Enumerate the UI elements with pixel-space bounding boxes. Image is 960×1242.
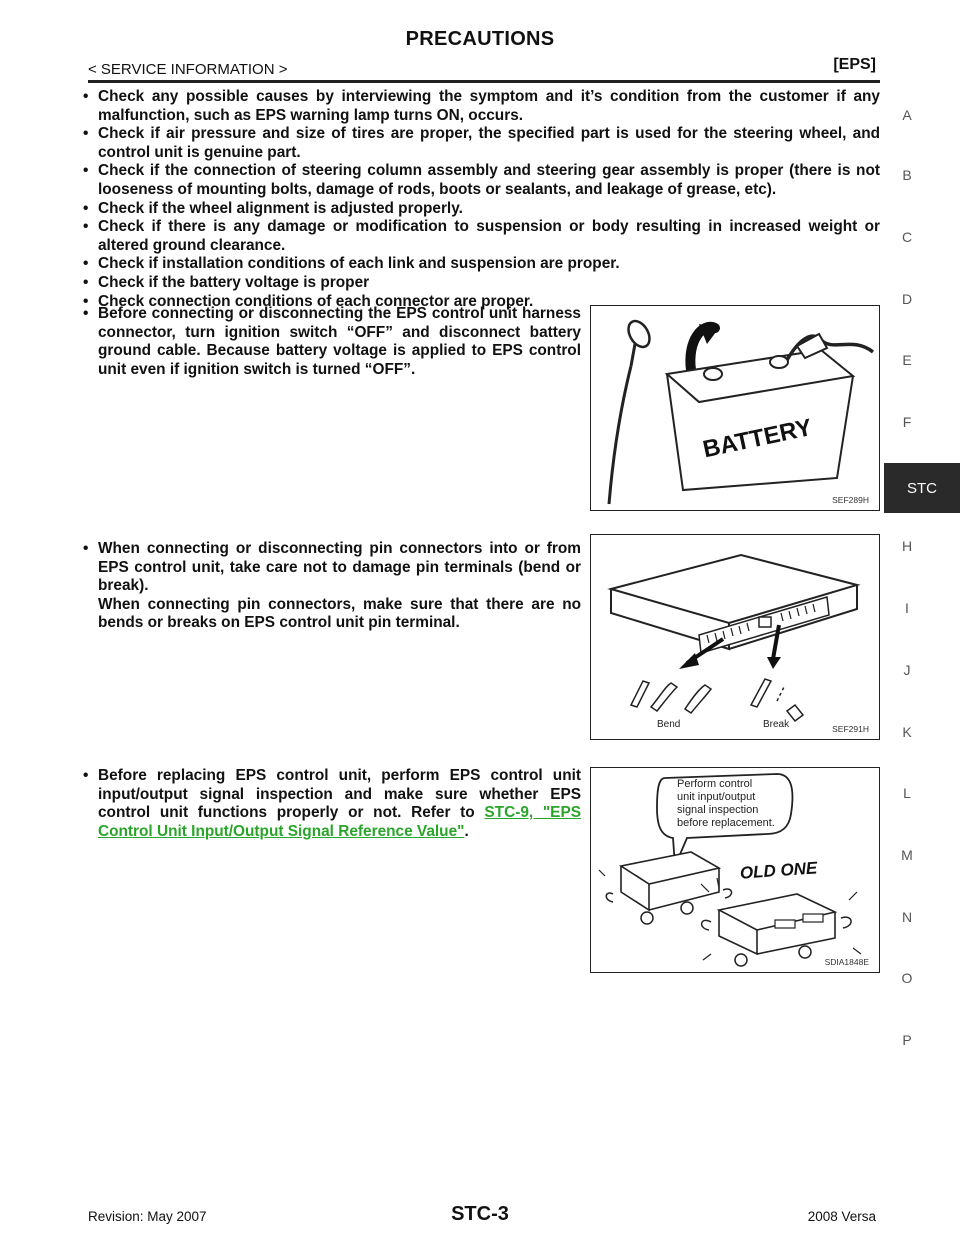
- battery-illustration: [591, 306, 879, 510]
- page-number: STC-3: [451, 1203, 509, 1225]
- speech-bubble-text: Perform control unit input/output signal inspection before replacement.: [677, 778, 775, 829]
- footer-revision: Revision: May 2007: [88, 1209, 207, 1224]
- pins-bullet: [79, 540, 581, 633]
- pins-illustration: [591, 535, 879, 739]
- figure-code: SDIA1848E: [824, 957, 869, 967]
- index-letter-k[interactable]: K: [902, 724, 912, 740]
- old-one-label: OLD ONE: [739, 858, 818, 883]
- index-letter-f[interactable]: F: [902, 414, 912, 430]
- footer-model: 2008 Versa: [807, 1209, 876, 1224]
- bullet-item: [79, 767, 581, 841]
- index-letter-e[interactable]: E: [902, 352, 912, 368]
- index-letter-j[interactable]: J: [903, 662, 911, 678]
- pins-text-1: When connecting or disconnecting pin connectors into or from EPS control unit, take care not to damage pin terminals (bend or break).: [98, 540, 581, 595]
- index-letter-i[interactable]: I: [905, 600, 909, 616]
- figure-battery: [590, 305, 880, 511]
- bullet-item: • Before connecting or disconnecting the EPS control unit harness connector, turn ignition switch “OFF” and disconnect battery ground cable. Because battery voltage is applied to EPS control unit even if ignition switch is turned “OFF”.: [79, 305, 581, 379]
- pins-text-2: When connecting pin connectors, make sure that there are no bends or breaks on EPS control unit pin terminal.: [98, 595, 581, 632]
- index-letter-b[interactable]: B: [902, 167, 912, 183]
- index-letter-n[interactable]: N: [901, 909, 913, 925]
- replace-bullet: [79, 767, 581, 841]
- bullet-item: • Check connection conditions of each connector are proper.: [79, 293, 880, 312]
- bullet-item: • Check if the battery voltage is proper: [79, 274, 880, 293]
- figure-code: SEF291H: [832, 724, 869, 734]
- battery-label: BATTERY: [700, 413, 815, 464]
- bullet-item: • Check if the connection of steering column assembly and steering gear assembly is proper (there is not looseness of mounting bolts, damage of rods, boots or sealants, and leakage of grease, etc).: [79, 162, 880, 199]
- index-letter-o[interactable]: O: [901, 970, 913, 986]
- header-rule: [88, 80, 880, 83]
- side-index: [884, 80, 937, 1110]
- precaution-list: [79, 88, 880, 311]
- index-letter-a[interactable]: A: [902, 107, 912, 123]
- section-tag: [EPS]: [833, 56, 876, 73]
- bullet-item: • Check if the wheel alignment is adjusted properly.: [79, 200, 880, 219]
- breadcrumb: < SERVICE INFORMATION >: [88, 61, 288, 78]
- battery-bullet: [79, 305, 581, 379]
- reference-link[interactable]: STC-9, "EPS Control Unit Input/Output Signal Reference Value": [98, 804, 581, 840]
- replace-text-end: .: [464, 822, 469, 840]
- replace-text: Before replacing EPS control unit, perform EPS control unit input/output signal inspection and make sure whether EPS control unit functions properly or not. Refer to: [98, 767, 581, 822]
- index-letter-p[interactable]: P: [902, 1032, 912, 1048]
- figure-pins: [590, 534, 880, 740]
- index-letter-l[interactable]: L: [903, 785, 911, 801]
- bullet-item: • Check if installation conditions of each link and suspension are proper.: [79, 255, 880, 274]
- index-letter-c[interactable]: C: [901, 229, 913, 245]
- figure-replace: [590, 767, 880, 973]
- page-title: PRECAUTIONS: [405, 28, 555, 50]
- bend-label: Bend: [657, 719, 681, 730]
- bullet-item: • Check if air pressure and size of tires are proper, the specified part is used for the steering wheel, and control unit is genuine part.: [79, 125, 880, 162]
- index-letter-h[interactable]: H: [901, 538, 913, 554]
- figure-code: SEF289H: [832, 495, 869, 505]
- index-tab-stc[interactable]: STC: [884, 463, 960, 513]
- index-letter-m[interactable]: M: [901, 847, 913, 863]
- bullet-item: • Check if there is any damage or modification to suspension or body resulting in increased weight or altered ground clearance.: [79, 218, 880, 255]
- break-label: Break: [763, 719, 790, 730]
- index-letter-d[interactable]: D: [901, 291, 913, 307]
- bullet-item: [79, 540, 581, 633]
- bullet-item: • Check any possible causes by interviewing the symptom and it’s condition from the customer if any malfunction, such as EPS warning lamp turns ON, occurs.: [79, 88, 880, 125]
